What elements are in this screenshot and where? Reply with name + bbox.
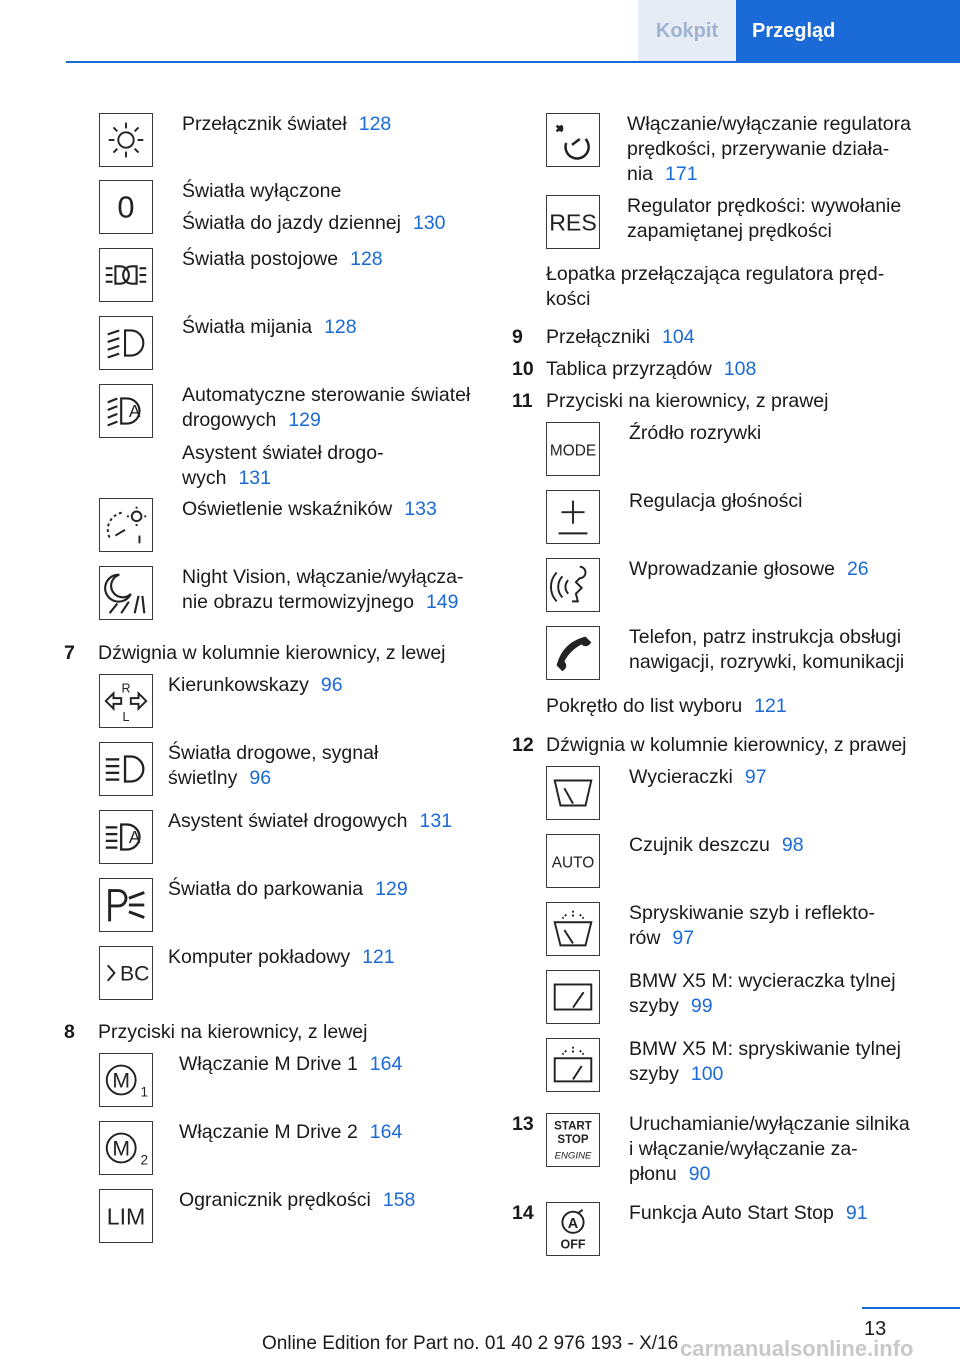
auto-start-stop-icon	[546, 1202, 600, 1256]
page-ref[interactable]: 133	[404, 498, 437, 520]
l-glyph: L	[122, 710, 130, 725]
section-number: 7	[64, 642, 75, 664]
tab-przeglad[interactable]: Przegląd	[736, 0, 960, 62]
m-drive-2-text: Włączanie M Drive 2 164	[179, 1121, 403, 1143]
lights-off-icon	[99, 180, 153, 234]
high-beam-assist-icon	[99, 810, 153, 864]
section-title: Przyciski na kierownicy, z lewej	[98, 1021, 368, 1043]
auto-start-stop-text: Funkcja Auto Start Stop 91	[629, 1202, 868, 1224]
night-vision-icon	[99, 566, 153, 620]
stop-glyph: STOP	[557, 1133, 589, 1146]
one-glyph: 1	[140, 1084, 149, 1100]
section-title: Dźwignia w kolumnie kierownicy, z prawej	[546, 734, 907, 756]
m-drive-1-text: Włączanie M Drive 1 164	[179, 1053, 403, 1075]
page-ref[interactable]: 164	[369, 1053, 403, 1075]
page-ref[interactable]: 128	[350, 248, 383, 270]
turn-signal-icon	[99, 674, 153, 728]
mode-glyph: MODE	[549, 442, 597, 460]
page-ref[interactable]: 96	[249, 767, 272, 789]
a-glyph: A	[128, 826, 141, 847]
board-computer-icon	[99, 946, 153, 1000]
mode-icon	[546, 422, 600, 476]
auto-high-beam-text: Automatyczne sterowanie świateł drogowych 129	[182, 384, 471, 431]
rain-sensor-text: Czujnik deszczu 98	[629, 834, 804, 856]
section-number: 14	[512, 1202, 534, 1224]
resume-text: Regulator prędkości: wywołanie zapamiętanej prędkości	[627, 195, 902, 242]
page-ref[interactable]: 104	[662, 326, 695, 348]
speed-limiter-text: Ogranicznik prędkości 158	[179, 1189, 416, 1211]
section-number: 12	[512, 734, 534, 756]
page-ref[interactable]: 26	[846, 558, 869, 580]
turn-signal-text: Kierunkowskazy 96	[168, 674, 343, 696]
watermark: carmanualsonline.info	[680, 1336, 914, 1361]
rain-sensor-icon	[546, 834, 600, 888]
page-number: 13	[864, 1318, 887, 1340]
cruise-rocker-text: Łopatka przełączająca regulatora pręd- kości	[546, 263, 885, 310]
entertainment-source-text: Źródło rozrywki	[629, 422, 762, 444]
resume-icon	[546, 195, 600, 249]
page-ref[interactable]: 158	[382, 1189, 416, 1211]
page-ref[interactable]: 97	[744, 766, 767, 788]
page-ref[interactable]: 164	[369, 1121, 403, 1143]
page-ref[interactable]: 128	[358, 113, 392, 135]
page-ref[interactable]: 121	[362, 946, 395, 968]
tab-kokpit[interactable]: Kokpit	[638, 0, 736, 62]
daytime-lights-text: Światła do jazdy dziennej 130	[182, 212, 446, 234]
cruise-control-icon	[546, 113, 600, 167]
page-ref[interactable]: 98	[781, 834, 804, 856]
high-beam-icon	[99, 742, 153, 796]
page-ref[interactable]: 131	[419, 810, 453, 832]
section-number: 11	[512, 390, 533, 412]
instrument-lighting-icon	[99, 498, 153, 552]
high-beam-text: Światła drogowe, sygnał świetlny 96	[168, 742, 379, 789]
page-ref[interactable]: 108	[723, 358, 757, 380]
high-beam-assist-text: Asystent świateł drogo- wych 131	[182, 442, 384, 489]
header-tabs	[638, 0, 960, 62]
off-glyph: OFF	[560, 1237, 586, 1252]
speed-limiter-icon	[99, 1189, 153, 1243]
wiper-icon	[546, 766, 600, 820]
section-number: 10	[512, 358, 534, 380]
auto-high-beam-icon	[99, 384, 153, 438]
page-ref[interactable]: 149	[425, 591, 459, 613]
voice-input-icon	[546, 558, 600, 612]
start-glyph: START	[554, 1120, 592, 1133]
low-beam-icon	[99, 316, 153, 370]
high-beam-assist-text-2: Asystent świateł drogowych 131	[168, 810, 453, 832]
m-drive-2-icon	[99, 1121, 153, 1175]
parking-lights-text: Światła postojowe 128	[182, 248, 383, 270]
page-ref[interactable]: 97	[672, 927, 695, 949]
wipers-text: Wycieraczki 97	[629, 766, 767, 788]
lights-off-text: Światła wyłączone	[182, 180, 342, 202]
page-ref[interactable]: 131	[238, 467, 271, 489]
page-ref[interactable]: 121	[754, 695, 787, 717]
rear-wiper-text: BMW X5 M: wycieraczka tylnej szyby 99	[629, 970, 896, 1017]
voice-input-text: Wprowadzanie głosowe 26	[629, 558, 869, 580]
page-ref[interactable]: 100	[690, 1063, 724, 1085]
washer-text: Spryskiwanie szyb i reflekto- rów 97	[629, 902, 875, 949]
res-glyph: RES	[549, 209, 597, 236]
page-ref[interactable]: 171	[665, 163, 698, 185]
selection-dial-text: Pokrętło do list wyboru 121	[546, 695, 787, 717]
two-glyph: 2	[140, 1152, 149, 1168]
section-number: 13	[512, 1113, 534, 1135]
page-ref[interactable]: 91	[845, 1202, 868, 1224]
parking-lights-side-icon	[99, 878, 153, 932]
rear-washer-icon	[546, 1038, 600, 1092]
auto-glyph: AUTO	[551, 854, 595, 872]
page-ref[interactable]: 129	[288, 409, 321, 431]
engine-glyph: ENGINE	[554, 1150, 592, 1162]
page-ref[interactable]: 130	[412, 212, 446, 234]
cruise-control-text: Włączanie/wyłączanie regulatora prędkości, przerywanie działa- nia 171	[627, 113, 911, 185]
volume-text: Regulacja głośności	[629, 490, 803, 512]
zero-glyph: 0	[117, 189, 135, 225]
a-glyph: A	[128, 400, 141, 421]
engine-start-text: Uruchamianie/wyłączanie silnika i włączanie/wyłączanie za- płonu 90	[629, 1113, 910, 1185]
r-glyph: R	[121, 681, 131, 696]
page-ref[interactable]: 129	[375, 878, 408, 900]
page-ref[interactable]: 90	[688, 1163, 711, 1185]
light-switch-text: Przełącznik świateł 128	[182, 113, 392, 135]
board-computer-text: Komputer pokładowy 121	[168, 946, 395, 968]
section-number: 8	[64, 1021, 75, 1043]
instrument-lighting-text: Oświetlenie wskaźników 133	[182, 498, 437, 520]
section-title: Tablica przyrządów 108	[546, 358, 757, 380]
header-rule	[66, 61, 960, 63]
rear-wiper-icon	[546, 970, 600, 1024]
phone-icon	[546, 626, 600, 680]
m-glyph: M	[112, 1069, 131, 1093]
section-title: Dźwignia w kolumnie kierownicy, z lewej	[98, 642, 446, 664]
night-vision-text: Night Vision, włączanie/wyłącza- nie obrazu termowizyjnego 149	[182, 566, 464, 613]
section-title: Przyciski na kierownicy, z prawej	[546, 390, 829, 412]
parking-lights-icon	[99, 248, 153, 302]
footer-rule	[862, 1307, 960, 1309]
a-glyph: A	[567, 1216, 579, 1233]
volume-icon	[546, 490, 600, 544]
section-number: 9	[512, 326, 523, 348]
bc-glyph: BC	[119, 962, 150, 986]
parking-side-text: Światła do parkowania 129	[168, 878, 408, 900]
rear-washer-text: BMW X5 M: spryskiwanie tylnej szyby 100	[629, 1038, 901, 1085]
page-ref[interactable]: 96	[320, 674, 343, 696]
low-beam-text: Światła mijania 128	[182, 316, 357, 338]
page-ref[interactable]: 128	[324, 316, 357, 338]
start-stop-engine-icon	[546, 1113, 600, 1167]
m-drive-1-icon	[99, 1053, 153, 1107]
page-ref[interactable]: 99	[690, 995, 713, 1017]
section-title: Przełączniki 104	[546, 326, 695, 348]
m-glyph: M	[112, 1137, 131, 1161]
lim-glyph: LIM	[106, 1203, 146, 1230]
phone-text: Telefon, patrz instrukcja obsługi nawigacji, rozrywki, komunikacji	[629, 626, 905, 673]
washer-icon	[546, 902, 600, 956]
edition-note: Online Edition for Part no. 01 40 2 976 193 - X/16	[262, 1333, 679, 1354]
light-switch-icon	[99, 113, 153, 167]
